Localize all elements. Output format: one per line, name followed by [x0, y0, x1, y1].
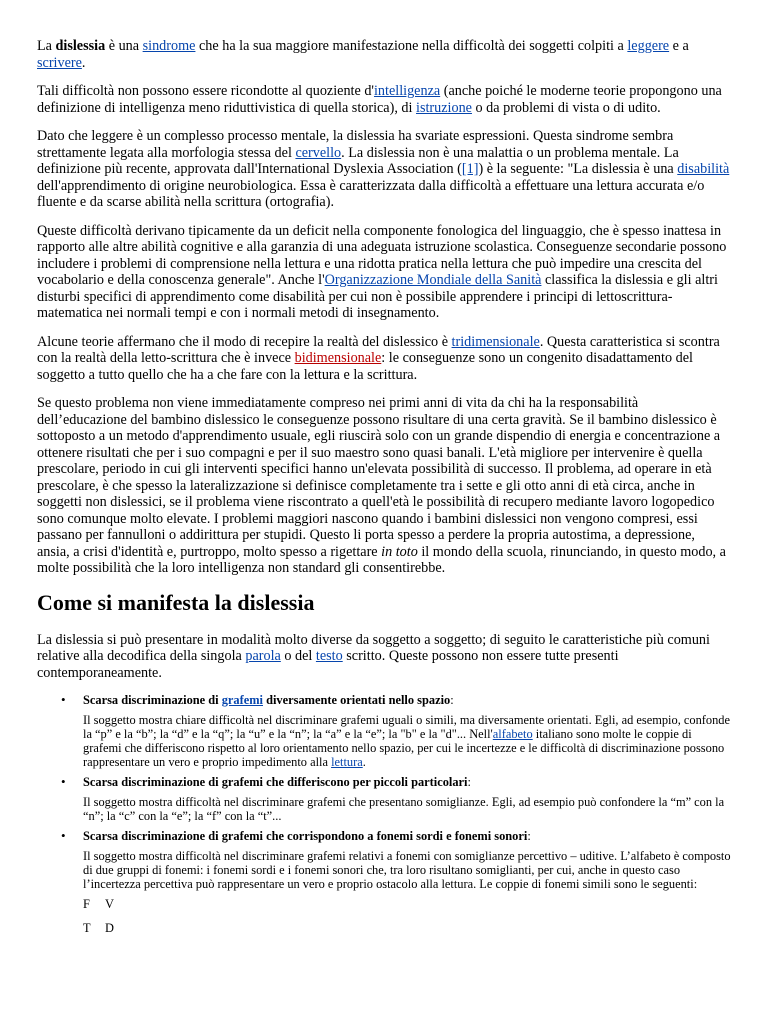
- list-item-title: [61, 693, 731, 707]
- text: è una: [105, 38, 143, 54]
- paragraph-theories: [37, 334, 731, 384]
- text: Scarsa discriminazione di: [83, 693, 222, 707]
- link-intelligenza[interactable]: intelligenza: [373, 83, 441, 99]
- link-disabilita[interactable]: disabilità: [677, 161, 730, 177]
- list-item: [61, 829, 731, 935]
- list-item-description: Il soggetto mostra difficoltà nel discriminare grafemi relativi a fonemi con somiglianze percettivo – uditive. L’alfabeto è composto di due gruppi di fonemi: i fonemi sordi e i fonemi sonori che, tra loro risultano somiglianti, per cui, anche in questo caso l’incertezza percettiva può rappresentare un vero e proprio ostacolo alla lettura. Le coppie di fonemi simili sono le seguenti:: [83, 849, 731, 891]
- paragraph-intro: [37, 38, 731, 71]
- text: Scarsa discriminazione di grafemi che corrispondono a fonemi sordi e fonemi sonori: [83, 829, 528, 843]
- link-reference-1[interactable]: [1]: [461, 161, 479, 177]
- text: dell'apprendimento di origine neurobiologica. Essa è caratterizzata dalla difficoltà a effettuare una lettura accurata e/o fluente e da scarse abilità nella scrittura (ortografia).: [37, 177, 705, 210]
- list-item-title: [61, 775, 731, 789]
- link-alfabeto[interactable]: alfabeto: [492, 727, 533, 741]
- link-lettura[interactable]: lettura: [331, 755, 363, 769]
- text: diversamente orientati nello spazio: [263, 693, 451, 707]
- bullet-icon: •: [61, 774, 66, 789]
- section-heading: Come si manifesta la dislessia: [37, 589, 315, 615]
- text: italiano sono molte le coppie di grafemi che differiscono rispetto al loro orientamento nello spazio, per cui le incertezze e le difficoltà di discriminazione possono rappresentare un vero e proprio impedimento alla: [83, 727, 725, 769]
- paragraph-phonology: [37, 223, 731, 322]
- link-cervello[interactable]: cervello: [295, 144, 342, 161]
- link-bidimensionale[interactable]: bidimensionale: [294, 350, 382, 366]
- text: classifica la dislessia e gli altri disturbi specifici di apprendimento come disabilità per cui non è possibile apprendere i principi di lettoscrittura-matematica nei normali tempi e con i normali metodi di insegnamento.: [37, 272, 718, 321]
- text: scritto. Queste possono non essere tutte presenti contemporaneamente.: [37, 648, 619, 681]
- link-scrivere[interactable]: scrivere: [37, 54, 82, 71]
- bullet-icon: •: [61, 692, 66, 707]
- phoneme-pair: [83, 921, 731, 935]
- text: e a: [669, 38, 689, 54]
- text: Alcune teorie affermano che il modo di recepire la realtà del dislessico è: [37, 333, 452, 350]
- list-item: [61, 775, 731, 823]
- phoneme-right: V: [105, 897, 114, 911]
- bold-term: dislessia: [55, 38, 106, 54]
- text: Queste difficoltà derivano tipicamente da un deficit nella componente fonologica del linguaggio, che è spesso inattesa in rapporto alle altre abilità cognitive e alla garanzia di una adeguata istruzione scolastica. Conseguenze secondarie possono includere i problemi di comprensione nella lettura e una ridotta pratica nella lettura che può impedire una crescita del vocabolario e della conoscenza generale". Anche l': [37, 222, 727, 288]
- text: . Questa caratteristica si scontra con la realtà della letto-scrittura che è invece: [37, 333, 720, 366]
- link-tridimensionale[interactable]: tridimensionale: [451, 333, 540, 350]
- text: o del: [280, 648, 316, 664]
- paragraph-consequences: [37, 395, 731, 577]
- list-item-description: Il soggetto mostra difficoltà nel discriminare grafemi che presentano somiglianze. Egli, ad esempio può confondere la “m” con la “n”; la “c” con la “e”; la “f” con la “t”...: [83, 795, 725, 823]
- italic-term: in toto: [381, 543, 418, 560]
- text: Scarsa discriminazione di grafemi che differiscono per piccoli particolari: [83, 775, 468, 789]
- link-istruzione[interactable]: istruzione: [416, 99, 472, 116]
- link-oms[interactable]: Organizzazione Mondiale della Sanità: [324, 272, 542, 288]
- text: Tali difficoltà non possono essere ricondotte al quoziente d': [37, 83, 374, 99]
- text: La dislessia si può presentare in modalità molto diverse da soggetto a soggetto; di seguito le caratteristiche più comuni relative alla decodifica della singola: [37, 631, 710, 664]
- link-parola[interactable]: parola: [245, 648, 281, 664]
- paragraph-definition: [37, 128, 731, 211]
- link-grafemi[interactable]: grafemi: [221, 693, 263, 707]
- list-item-description: [61, 713, 731, 769]
- text: :: [527, 829, 531, 843]
- symptom-list: [37, 693, 731, 935]
- link-leggere[interactable]: leggere: [627, 38, 670, 54]
- text: La: [37, 38, 56, 54]
- phoneme-pairs: [61, 897, 731, 935]
- paragraph-section-intro: [37, 632, 731, 682]
- text: :: [467, 775, 471, 789]
- paragraph-intelligence: [37, 83, 731, 116]
- phoneme-pair: [83, 897, 731, 911]
- list-item: [61, 693, 731, 769]
- text: o da problemi di vista o di udito.: [471, 99, 661, 116]
- phoneme-left: T: [83, 921, 91, 935]
- text: Il soggetto mostra chiare difficoltà nel discriminare grafemi uguali o simili, ma diversamente orientati. Egli, ad esempio, confonde la “p” e la “b”; la “d” e la “q”; la “u” e la “n”; la “a” e la “e”; la "b" e la "d"... Nell': [83, 713, 730, 741]
- text: ) è la seguente: "La dislessia è una: [478, 161, 678, 177]
- text: Se questo problema non viene immediatamente compreso nei primi anni di vita da chi ha la responsabilità dell’educazione del bambino dislessico le conseguenze possono risultare di una certa gravità. Se il bambino dislessico è sottoposto a un metodo d'apprendimento usuale, egli riuscirà solo con un grande dispendio di energia e concentrazione a ottenere risultati che per i suo compagni e per il suo maestro sono quasi banali. L'età migliore per intervenire è quella prescolare, periodo in cui gli interventi specifici hanno un'elevata possibilità di successo. Il problema, ad operare in età prescolare, è che spesso la lateralizzazione si definisce completamente tra i sette e gli otto anni di età circa, anche in soggetti non dislessici, se il problema viene riscontrato a quell'età le possibilità di recupero mediante lavoro logopedico sono comunque molto elevate. I problemi maggiori nascono quando i bambini dislessici non vengono compresi, essi passano per fannulloni o addirittura per stupidi. Questo li porta spesso a perdere la propria autostima, a depressione, ansia, a crisi d'identità e, purtroppo, molto spesso a rigettare: [37, 395, 721, 560]
- link-sindrome[interactable]: sindrome: [142, 38, 196, 54]
- text: .: [81, 54, 86, 71]
- list-item-title: [61, 829, 731, 843]
- text: il mondo della scuola, rinunciando, in questo modo, a molte possibilità che la loro intelligenza non standard gli consentirebbe.: [37, 543, 726, 576]
- text: . La dislessia non è una malattia o un problema mentale. La definizione più recente, approvata dall'International Dyslexia Association (: [37, 144, 679, 177]
- phoneme-right: D: [105, 921, 114, 935]
- phoneme-left: F: [83, 897, 90, 911]
- text: che ha la sua maggiore manifestazione nella difficoltà dei soggetti colpiti a: [195, 38, 628, 54]
- bullet-icon: •: [61, 828, 66, 843]
- text: .: [362, 755, 366, 769]
- text: : le conseguenze sono un congenito disadattamento del soggetto a tutto quello che ha a che fare con la lettura e la scrittura.: [37, 350, 693, 383]
- link-testo[interactable]: testo: [315, 648, 343, 664]
- text: :: [450, 693, 454, 707]
- text: (anche poiché le moderne teorie propongono una definizione di intelligenza meno riduttivistica di quella storica), di: [37, 83, 722, 116]
- text: Dato che leggere è un complesso processo mentale, la dislessia ha svariate espressioni. Questa sindrome sembra strettamente legata alla morfologia stessa del: [37, 128, 674, 161]
